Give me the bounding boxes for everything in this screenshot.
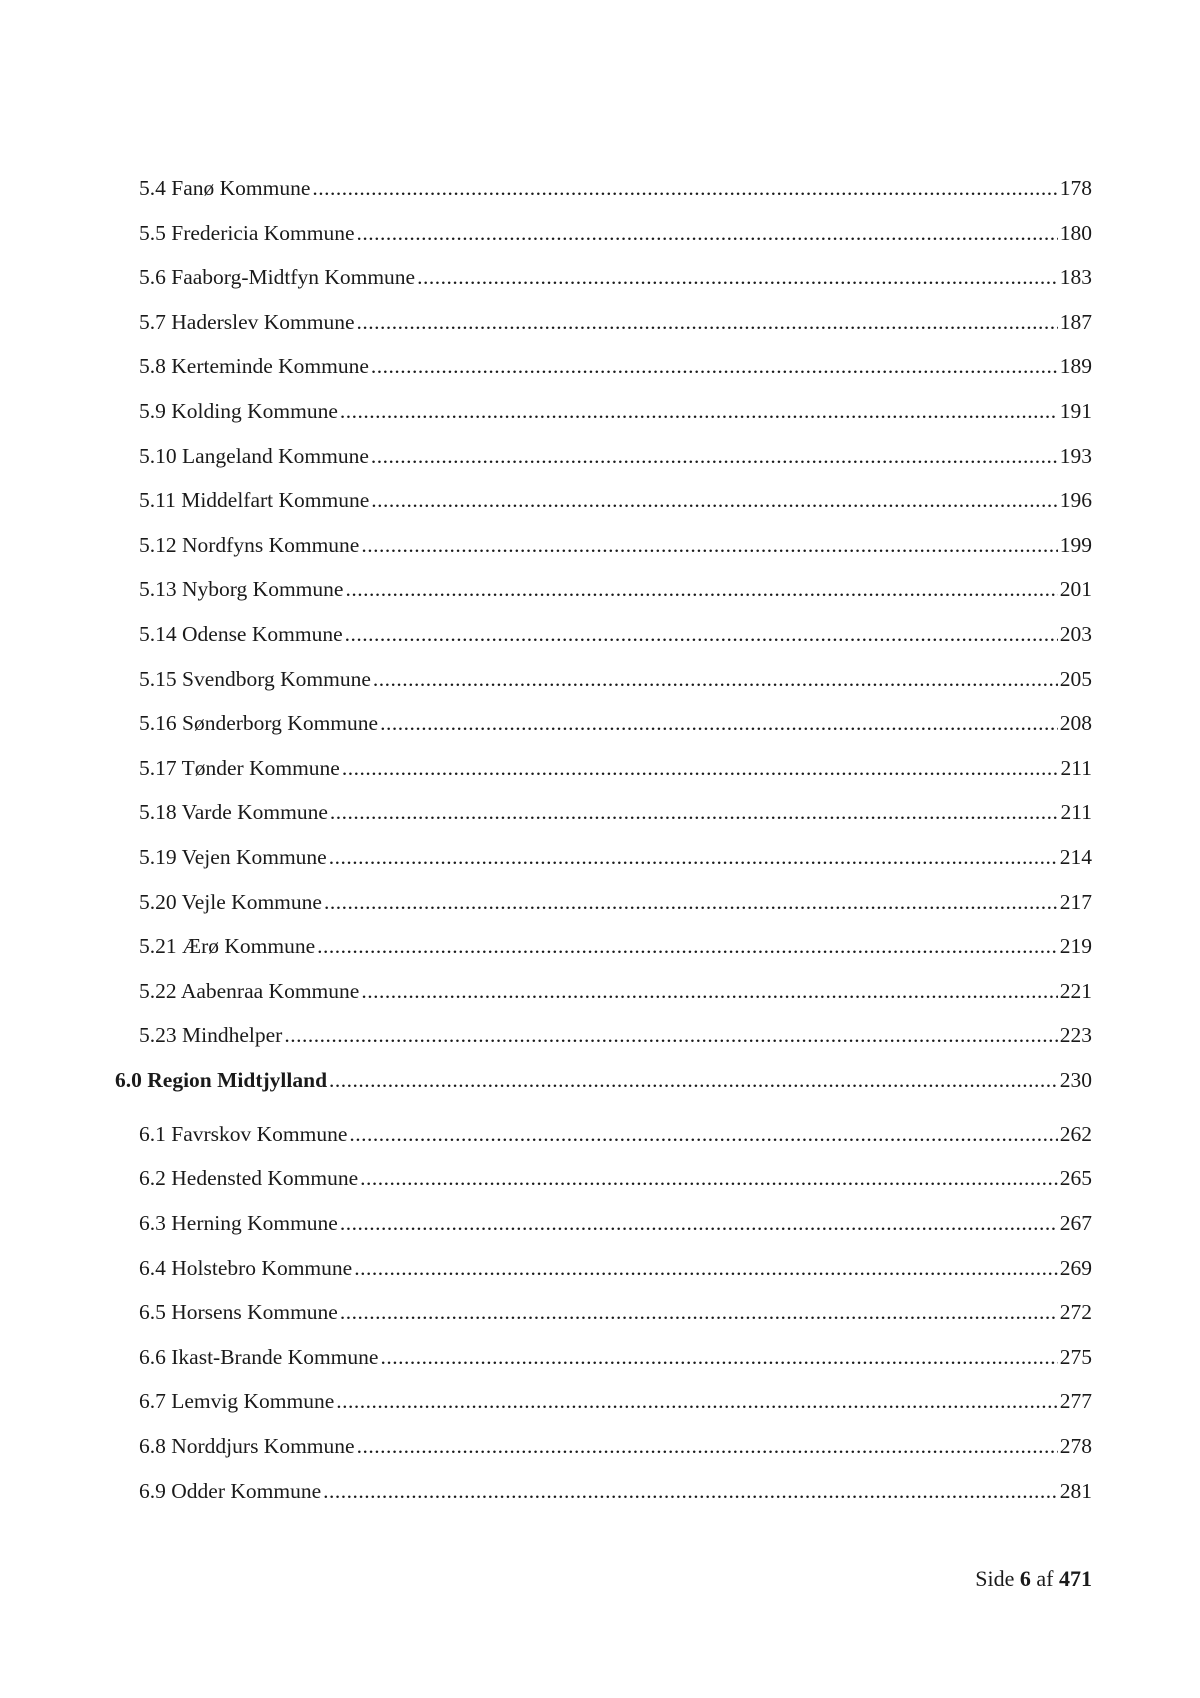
toc-entry-label: 5.17 Tønder Kommune (139, 755, 340, 780)
toc-row[interactable] (0, 389, 1200, 434)
toc-dot-leader (330, 790, 1059, 835)
toc-entry-label: 6.0 Region Midtjylland (115, 1067, 328, 1092)
toc-row[interactable] (0, 1112, 1200, 1157)
toc-page-number: 217 (1059, 889, 1092, 914)
footer-prefix: Side (975, 1566, 1015, 1591)
toc-dot-leader (357, 211, 1058, 256)
toc-page-number: 267 (1059, 1211, 1092, 1236)
toc-page-number: 201 (1059, 577, 1092, 602)
toc-row[interactable] (0, 1201, 1200, 1246)
toc-entry-label: 5.7 Haderslev Kommune (139, 309, 355, 334)
toc-dot-leader (380, 701, 1058, 746)
toc-page-number: 278 (1059, 1434, 1092, 1459)
footer-total-pages: 471 (1059, 1566, 1092, 1591)
toc-row[interactable] (0, 1335, 1200, 1380)
toc-row[interactable] (0, 567, 1200, 612)
toc-row[interactable] (0, 166, 1200, 211)
toc-row[interactable] (0, 612, 1200, 657)
toc-dot-leader (357, 1424, 1058, 1469)
toc-dot-leader (357, 300, 1058, 345)
toc-page-number: 205 (1059, 666, 1092, 691)
toc-page-number: 187 (1059, 309, 1092, 334)
toc-dot-leader (340, 389, 1058, 434)
toc-row[interactable] (0, 746, 1200, 791)
toc-page-number: 193 (1059, 443, 1092, 468)
toc-entry-label: 6.7 Lemvig Kommune (139, 1389, 335, 1414)
toc-dot-leader (340, 1290, 1058, 1335)
toc-row[interactable] (0, 300, 1200, 345)
toc-row[interactable] (0, 969, 1200, 1014)
toc-row[interactable] (0, 523, 1200, 568)
toc-dot-leader (317, 924, 1058, 969)
toc-page-number: 196 (1059, 488, 1092, 513)
toc-entry-label: 5.12 Nordfyns Kommune (139, 532, 360, 557)
toc-entry-label: 5.8 Kerteminde Kommune (139, 354, 369, 379)
toc-dot-leader (323, 1469, 1058, 1514)
toc-dot-leader (361, 969, 1057, 1014)
toc-row[interactable] (0, 211, 1200, 256)
toc-entry-label: 5.21 Ærø Kommune (139, 934, 316, 959)
toc-dot-leader (371, 344, 1058, 389)
toc-page-number: 189 (1059, 354, 1092, 379)
toc-dot-leader (373, 657, 1058, 702)
toc-page-number: 208 (1059, 711, 1092, 736)
toc-row[interactable] (0, 1246, 1200, 1291)
toc-row[interactable] (0, 657, 1200, 702)
page-footer (975, 1564, 1092, 1594)
toc-page-number: 281 (1059, 1478, 1092, 1503)
toc-dot-leader (345, 612, 1058, 657)
toc-entry-label: 5.14 Odense Kommune (139, 621, 343, 646)
toc-entry-label: 5.18 Varde Kommune (139, 800, 328, 825)
toc-page-number: 203 (1059, 621, 1092, 646)
footer-current-page: 6 (1019, 1566, 1031, 1591)
toc-page-number: 262 (1059, 1121, 1092, 1146)
toc-row[interactable] (0, 255, 1200, 300)
toc-heading-row[interactable] (0, 1058, 1200, 1112)
toc-entry-label: 6.6 Ikast-Brande Kommune (139, 1344, 379, 1369)
toc-dot-leader (349, 1112, 1057, 1157)
toc-row[interactable] (0, 434, 1200, 479)
toc-entry-label: 6.9 Odder Kommune (139, 1478, 322, 1503)
toc-entry-label: 5.13 Nyborg Kommune (139, 577, 344, 602)
toc-page-number: 230 (1059, 1067, 1092, 1092)
toc-row[interactable] (0, 835, 1200, 880)
toc-dot-leader (380, 1335, 1057, 1380)
toc-page-number: 214 (1059, 844, 1092, 869)
toc-entry-label: 6.8 Norddjurs Kommune (139, 1434, 355, 1459)
toc-dot-leader (360, 1156, 1058, 1201)
toc-dot-leader (324, 880, 1058, 925)
toc-page-number: 211 (1060, 800, 1092, 825)
toc-row[interactable] (0, 1156, 1200, 1201)
toc-dot-leader (371, 478, 1057, 523)
toc-dot-leader (417, 255, 1058, 300)
toc-dot-leader (284, 1013, 1057, 1058)
toc-dot-leader (329, 1058, 1058, 1103)
toc-entry-label: 5.23 Mindhelper (139, 1023, 283, 1048)
toc-row[interactable] (0, 478, 1200, 523)
toc-page-number: 211 (1060, 755, 1092, 780)
toc-dot-leader (371, 434, 1058, 479)
toc-row[interactable] (0, 1469, 1200, 1514)
toc-dot-leader (340, 1201, 1058, 1246)
toc-entry-label: 5.22 Aabenraa Kommune (139, 978, 360, 1003)
toc-entry-label: 6.4 Holstebro Kommune (139, 1255, 353, 1280)
toc-entry-label: 6.3 Herning Kommune (139, 1211, 338, 1236)
toc-dot-leader (312, 166, 1057, 211)
toc-page-number: 178 (1059, 176, 1092, 200)
toc-page-number: 191 (1059, 398, 1092, 423)
toc-entry-label: 5.10 Langeland Kommune (139, 443, 369, 468)
toc-page-number: 180 (1059, 220, 1092, 245)
toc-entry-label: 5.4 Fanø Kommune (139, 176, 311, 200)
toc-dot-leader (354, 1246, 1058, 1291)
toc-entry-label: 5.16 Sønderborg Kommune (139, 711, 379, 736)
toc-row[interactable] (0, 1013, 1200, 1058)
toc-page-number: 223 (1059, 1023, 1092, 1048)
toc-page-number: 272 (1059, 1300, 1092, 1325)
toc-row[interactable] (0, 880, 1200, 925)
toc-page-number: 269 (1059, 1255, 1092, 1280)
toc-row[interactable] (0, 1290, 1200, 1335)
table-of-contents (0, 166, 1200, 1513)
toc-entry-label: 5.19 Vejen Kommune (139, 844, 327, 869)
toc-dot-leader (329, 835, 1058, 880)
toc-entry-label: 5.15 Svendborg Kommune (139, 666, 371, 691)
toc-entry-label: 5.11 Middelfart Kommune (139, 488, 370, 513)
toc-dot-leader (336, 1379, 1057, 1424)
toc-row[interactable] (0, 344, 1200, 389)
toc-row[interactable] (0, 790, 1200, 835)
toc-row[interactable] (0, 701, 1200, 746)
toc-entry-label: 6.5 Horsens Kommune (139, 1300, 338, 1325)
toc-dot-leader (342, 746, 1059, 791)
toc-page-number: 265 (1059, 1166, 1092, 1191)
toc-page-number: 219 (1059, 934, 1092, 959)
toc-page-number: 275 (1059, 1344, 1092, 1369)
toc-page-number: 183 (1059, 265, 1092, 290)
toc-row[interactable] (0, 924, 1200, 969)
toc-page-number: 199 (1059, 532, 1092, 557)
footer-middle: af (1036, 1566, 1054, 1591)
toc-entry-label: 5.6 Faaborg-Midtfyn Kommune (139, 265, 416, 290)
toc-page-number: 221 (1059, 978, 1092, 1003)
toc-entry-label: 5.5 Fredericia Kommune (139, 220, 355, 245)
toc-row[interactable] (0, 1424, 1200, 1469)
toc-entry-label: 5.20 Vejle Kommune (139, 889, 322, 914)
toc-entry-label: 6.2 Hedensted Kommune (139, 1166, 359, 1191)
toc-entry-label: 5.9 Kolding Kommune (139, 398, 338, 423)
toc-entry-label: 6.1 Favrskov Kommune (139, 1121, 348, 1146)
toc-dot-leader (361, 523, 1057, 568)
toc-page-number: 277 (1059, 1389, 1092, 1414)
toc-row[interactable] (0, 1379, 1200, 1424)
toc-dot-leader (345, 567, 1057, 612)
